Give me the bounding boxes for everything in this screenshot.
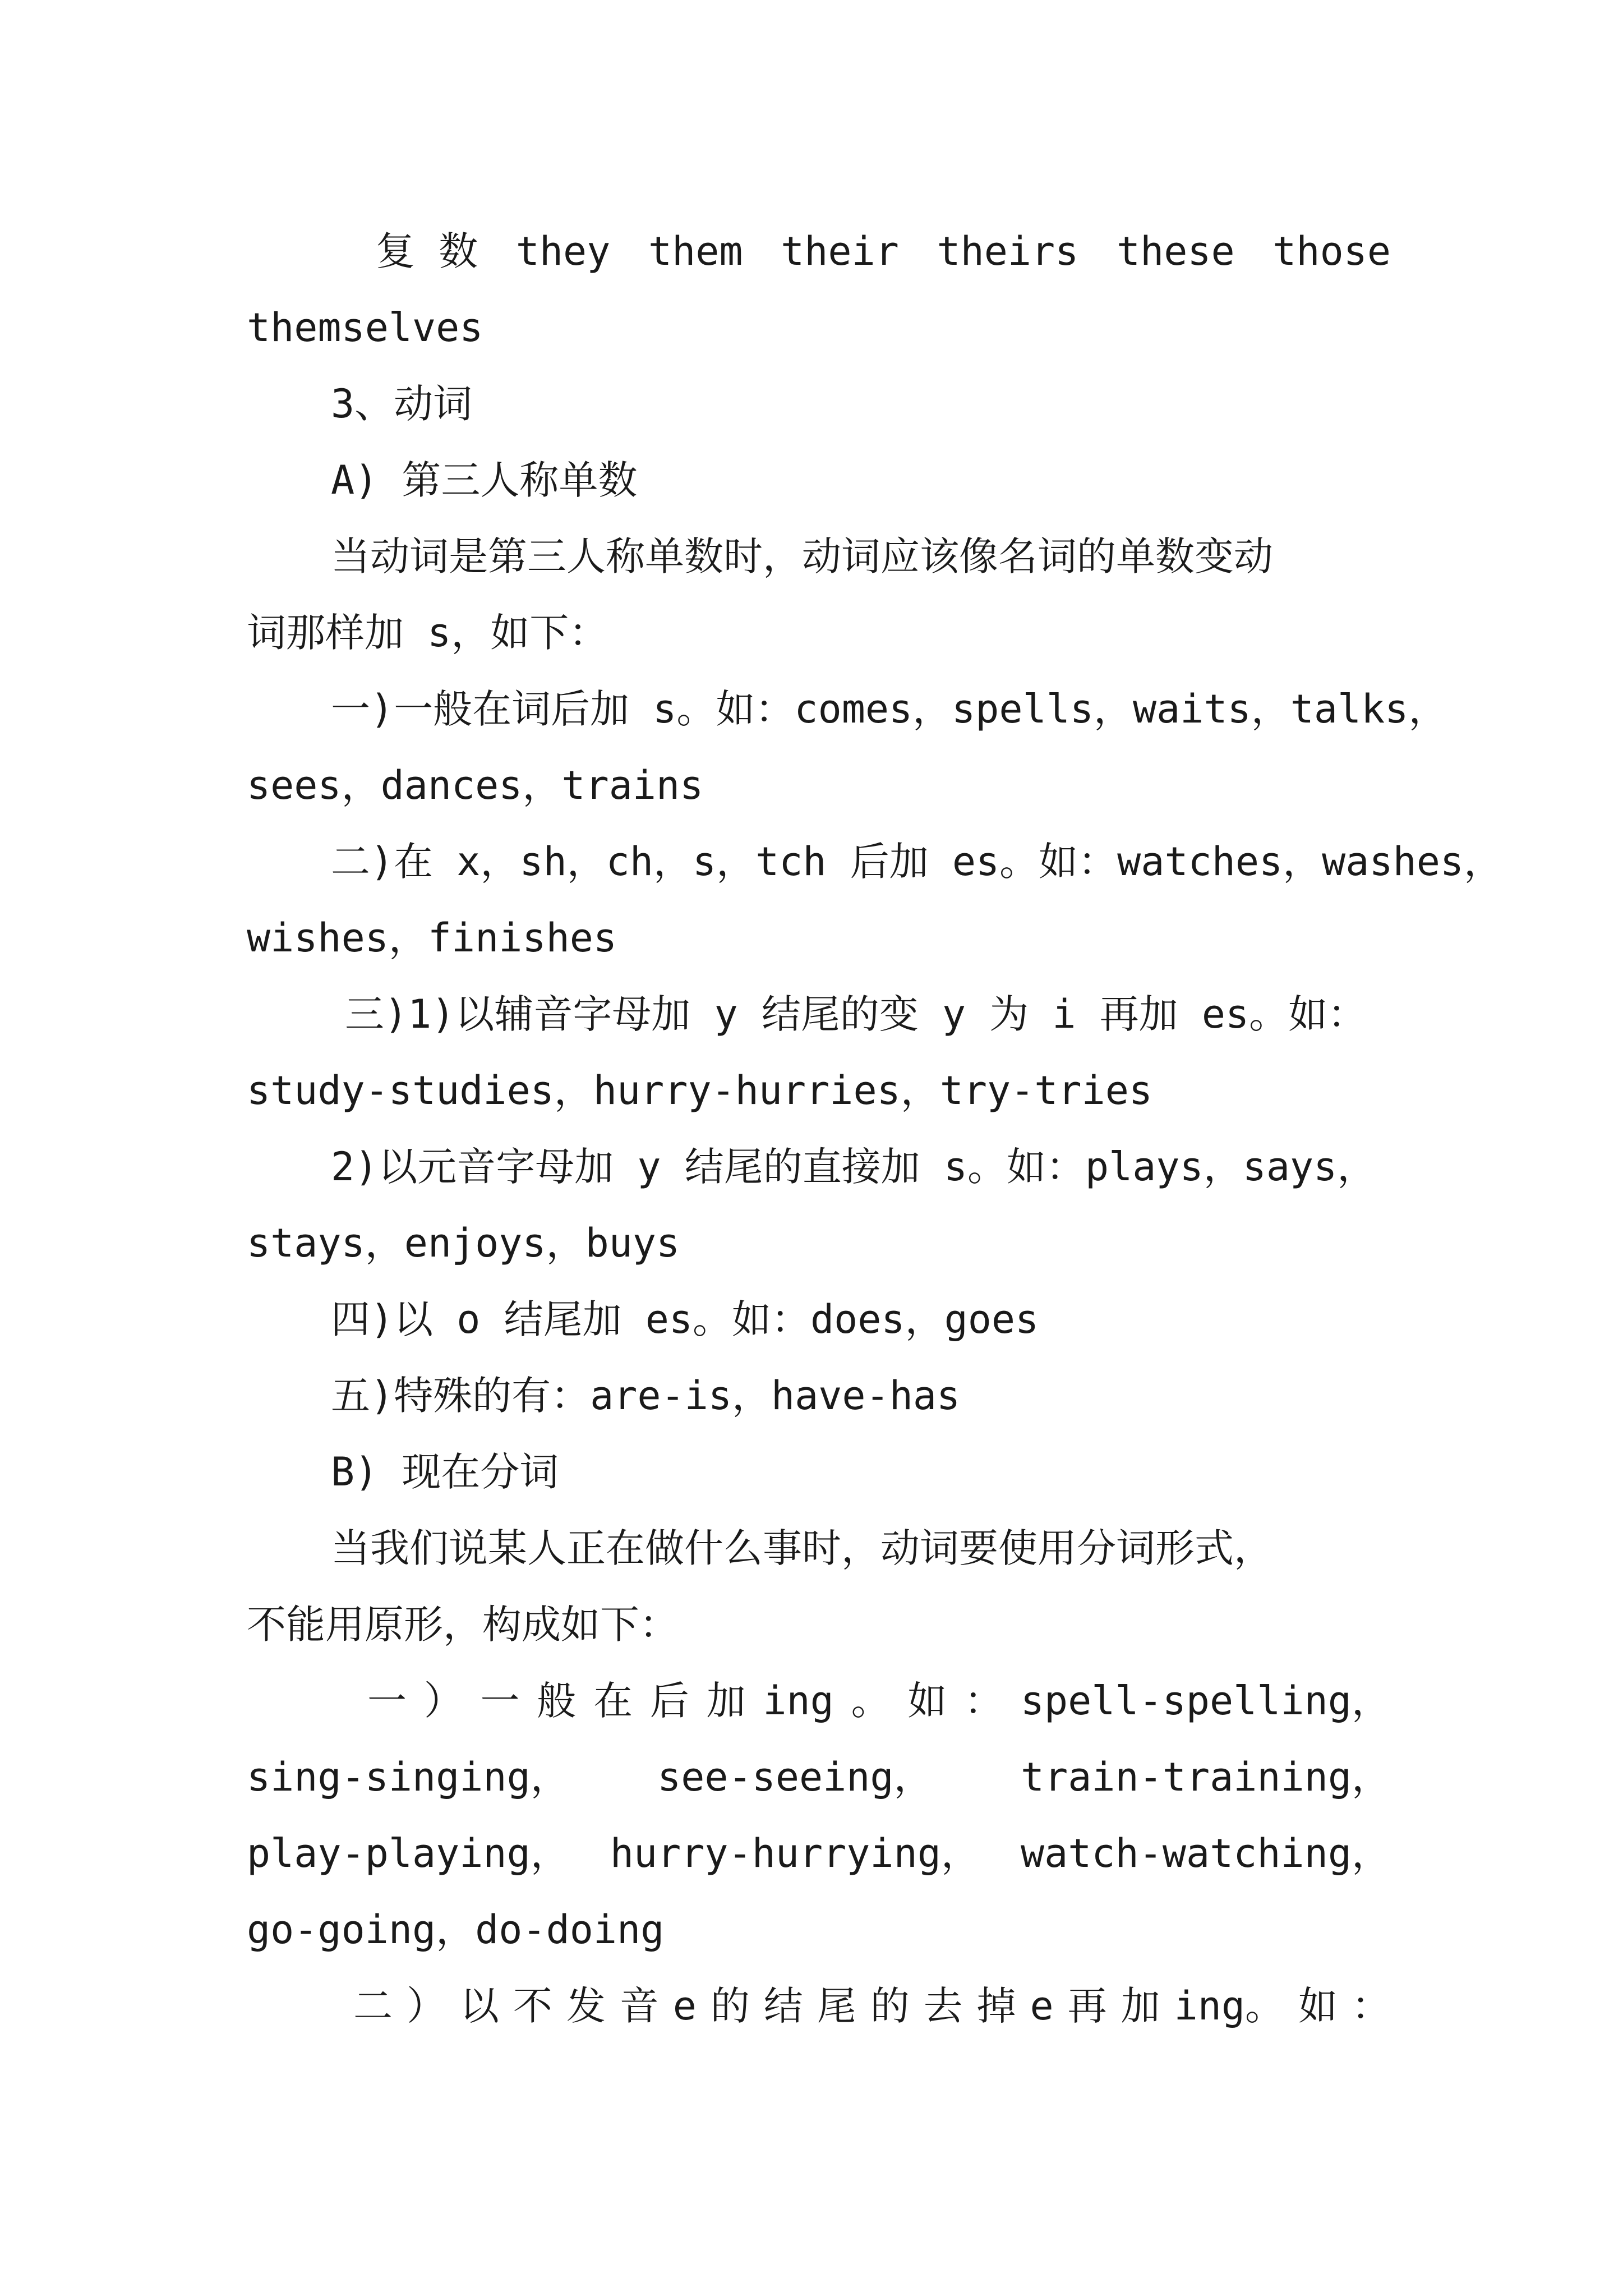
rule-char: 尾 (817, 1983, 856, 2029)
rule-line: 二)在 x，sh，ch，s，tch 后加 es。如：watches，washes， (331, 839, 1504, 885)
rule-char: ing。 (1174, 1983, 1284, 2029)
rule-char: ： (964, 1678, 1004, 1724)
subsection-heading-a: A) 第三人称单数 (331, 457, 638, 503)
rule-char: e (1030, 1983, 1054, 2029)
rule-char: 二 (353, 1983, 393, 2029)
plural-pronoun-row (247, 213, 1391, 289)
rule-char: 的 (870, 1983, 910, 2029)
pronoun-those: those (1272, 228, 1391, 274)
example-row: go-going，do-doing (247, 1907, 665, 1953)
rule-char: 一 (480, 1678, 520, 1724)
rule-char: 加 (1121, 1983, 1160, 2029)
rule-char: 音 (619, 1983, 659, 2029)
rule-line: stays，enjoys，buys (247, 1220, 680, 1266)
rule-line-justified (247, 1968, 1391, 2044)
pronoun-these: these (1116, 228, 1235, 274)
paragraph-line: 不能用原形，构成如下： (247, 1602, 679, 1648)
example-word: see-seeing， (657, 1754, 933, 1800)
pronoun-their: their (781, 228, 899, 274)
rule-char: 结 (763, 1983, 803, 2029)
rule-line: 一)一般在词后加 s。如：comes，spells，waits，talks， (331, 686, 1448, 732)
rule-char: 以 (459, 1983, 499, 2029)
rule-char: 般 (537, 1678, 577, 1724)
example-row (247, 1815, 1391, 1892)
section-heading-verbs: 3、动词 (331, 381, 473, 427)
rule-line: 2)以元音字母加 y 结尾的直接加 s。如：plays，says， (331, 1144, 1377, 1190)
rule-char: ing (763, 1678, 834, 1724)
example-word: play-playing， (247, 1830, 570, 1876)
document-page (247, 213, 1504, 2044)
example-word: hurry-hurrying， (610, 1830, 980, 1876)
rule-line: study-studies，hurry-hurries，try-tries (247, 1068, 1153, 1114)
rule-char: e (672, 1983, 697, 2029)
rule-char: 后 (649, 1678, 689, 1724)
rule-line: sees，dances，trains (247, 762, 704, 808)
subsection-heading-b: B) 现在分词 (331, 1449, 559, 1495)
pronoun-they: they (515, 228, 611, 274)
rule-char: 在 (593, 1678, 633, 1724)
rule-char: 发 (566, 1983, 606, 2029)
rule-char: ： (1351, 1983, 1391, 2029)
rule-char: 再 (1067, 1983, 1107, 2029)
rule-char: 的 (710, 1983, 750, 2029)
rule-char: 不 (513, 1983, 552, 2029)
rule-char: 去 (923, 1983, 963, 2029)
rule-char: 掉 (976, 1983, 1016, 2029)
rule-line: 五)特殊的有：are-is，have-has (331, 1373, 961, 1419)
example-row (247, 1739, 1391, 1815)
paragraph-line: 当动词是第三人称单数时，动词应该像名词的单数变动 (331, 533, 1273, 579)
rule-char: 如 (1298, 1983, 1338, 2029)
rule-char: 。 (851, 1678, 891, 1724)
example-word: sing-singing， (247, 1754, 570, 1800)
pronoun-them: them (648, 228, 743, 274)
rule-char: ） (423, 1678, 463, 1724)
rule-char: 如 (907, 1678, 947, 1724)
rule-line: 三)1)以辅音字母加 y 结尾的变 y 为 i 再加 es。如： (345, 991, 1367, 1037)
paragraph-line: 词那样加 s，如下： (247, 610, 608, 656)
plural-pronoun-continuation: themselves (247, 305, 483, 351)
plural-label: 复 数 (376, 228, 478, 274)
rule-char: 一 (367, 1678, 407, 1724)
rule-line: wishes，finishes (247, 915, 617, 961)
paragraph-line: 当我们说某人正在做什么事时，动词要使用分词形式， (331, 1525, 1273, 1571)
rule-line-justified (247, 1663, 1391, 1739)
rule-line: 四)以 o 结尾加 es。如：does，goes (331, 1296, 1039, 1342)
rule-example: spell-spelling， (1020, 1678, 1391, 1724)
pronoun-theirs: theirs (937, 228, 1079, 274)
rule-char: ） (406, 1983, 446, 2029)
rule-char: 加 (706, 1678, 746, 1724)
example-word: train-training， (1020, 1754, 1391, 1800)
example-word: watch-watching， (1020, 1830, 1391, 1876)
